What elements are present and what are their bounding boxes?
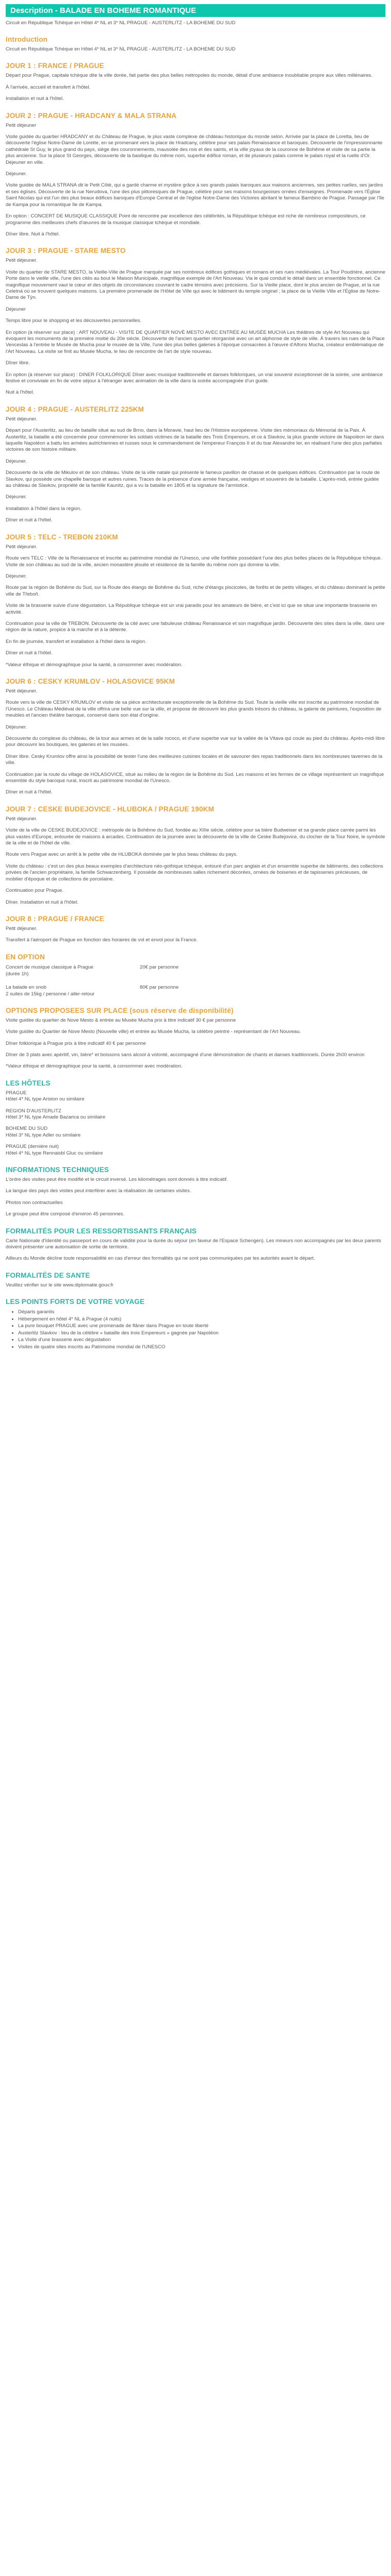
option-price-row: [6, 977, 385, 984]
option-label: La balade en snob: [6, 984, 46, 990]
option-price-row: [6, 964, 385, 971]
section-paragraph: Dîner libre.: [6, 360, 30, 366]
section-paragraph: Visite guidée du quartier de Nove Mesto & entrée au Musée Mucha prix à titre indicatif 30 € par personne: [6, 1017, 236, 1023]
section-paragraph: Visite de la ville de CESKE BUDEJOVICE : métropole de la Bohême du Sud, fondée au XIIIe siècle, célèbre pour sa bière Budweiser et sa grande place carrée parmi les plus vastes d'Europe, entourée de maisons à arcades. Continuation de la journée avec la découverte de la ville de Ceske Budejovice, du clocher de la Tour Noire, le symbole de la ville et de l'hôtel de ville.: [6, 827, 385, 846]
highlight-item: • Départs garantis: [18, 1309, 385, 1316]
section-paragraph: Départ pour l'Austerlitz, au lieu de bataille situé au sud de Brno, dans la Moravie, haut lieu de l'Histoire européenne. Visite des mémoriaux du Mémorial de la Paix. À Austerlitz, la bataille a été concernée pour commémorer les soldats victimes de la bataille des Trois Empereurs, et ce à Slavkov, la plus grande victoire de Napoléon Ier dans laquelle Napoléon a battu les armées autrichiennes et russes sous le commandement de l'empereur François II et du tsar Alexandre Ier, en réalisant l'une des plus parfaites victoires de son histoire militaire.: [6, 428, 384, 453]
option-price: 80€ par personne: [140, 984, 179, 990]
section-paragraph: En option (à réserver sur place) : ART NOUVEAU - VISITE DE QUARTIER NOVÉ MESTO AVEC ENTRÉE AU MUSÉE MUCHA Les théâtres de style Art Nouveau qui évoquent les monuments de la première moitié du 20e siècle. Découverte de l'ancien quartier réorganisé avec un art alphonse de style de ville. À travers les rues de la Place Venceslas à l'entrée le Musée de Mucha pour le musée de la Ville, l'une des plus belles galeries à l'époque consacrées à l'œuvre d'Alfons Mucha, créateur emblématique de l'Art Nouveau. La visite se finit au Musée Mucha, le lieu de rencontre de l'art de style nouveau.: [6, 329, 385, 354]
section-paragraph: Petit déjeuner: [6, 122, 37, 128]
option-price-row: [6, 991, 385, 997]
option-price-row: [6, 971, 385, 977]
section-paragraph: Route par la région de Bohême du Sud, sur la Route des étangs de Bohême du Sud, riche d'étangs piscicoles, de forêts et de petits villages, et du château dominant la petite ville de Třeboň.: [6, 585, 385, 597]
section-heading: JOUR 7 : CESKE BUDEJOVICE - HLUBOKA / PRAGUE 190KM: [6, 805, 215, 813]
section-paragraph: Visite guidée du quartier HRADCANY et du Château de Prague, le plus vaste complexe de château historique du monde selon. Arrivée par la place de Loretta, lieu de découverte l'église Notre-Dame de Lorette, en se promenant vers la place de Hradcany, célèbre pour ses palais Renaissance et baroques. Découverte de l'impressionnante cathédrale St Guy, le plus grand du pays, siège des couronnements, mausolée des rois et des saints, et la ville joyaux de la couronne de Bohême et visite de sa partie la plus ancienne. Sur la place St Georges, découverte de la basilique du même nom, superbe édifice roman, et de plusieurs palais comme le palais royal et la ruelle d'Or. Déjeuner en ville.: [6, 134, 383, 165]
section-paragraph: Route vers TELC : Ville de la Renaissance et inscrite au patrimoine mondial de l'Unesco, une ville fortifiée possédant l'une des plus belles places de la République tchèque. Visite de son château au sud de la ville, ancien monastère jésuite et résidence de la famille du même nom qui domine la ville.: [6, 555, 382, 568]
hotel-entry: [6, 1144, 385, 1157]
option-label: Concert de musique classique à Prague: [6, 964, 94, 970]
highlight-item: • Austerlitz Slavkov : lieu de la célèbre « bataille des trois Empereurs » gagnée par Napoléon: [18, 1330, 385, 1337]
section-paragraph: Déjeuner: [6, 306, 26, 312]
section-paragraph: Continuation par la route du village de HOLASOVICE, situé au milieu de la région de la Bohême du Sud. Les maisons et les fermes de ce village représentent un magnifique ensemble du style baroque rural, inscrit au patrimoine mondial de l'Unesco.: [6, 771, 384, 784]
section-paragraph: Circuit en République Tchèque en Hôtel 4* NL et 3* NL PRAGUE - AUSTERLITZ - LA BOHEME DU SUD: [6, 46, 236, 52]
section-paragraph: Transfert à l'aéroport de Prague en fonction des horaires de vol et envol pour la France.: [6, 937, 198, 943]
section-paragraph: Petit déjeuner.: [6, 816, 38, 822]
section-heading: Introduction: [6, 36, 48, 43]
section-heading: JOUR 1 : FRANCE / PRAGUE: [6, 62, 104, 70]
section-paragraph: Temps libre pour le shopping et les découvertes personnelles.: [6, 318, 141, 324]
section-paragraph: Dîner libre. Cesky Krumlov offre ainsi la possibilité de tester l'une des meilleures cuisines locales et de savourer des repas traditionnels dans les nombreuses tavernes de la ville.: [6, 753, 383, 766]
page-title-banner: Description - BALADE EN BOHEME ROMANTIQUE: [6, 4, 385, 17]
section-paragraph: Petit déjeuner.: [6, 688, 38, 694]
section-paragraph: Dîner libre. Nuit à l'hôtel.: [6, 231, 60, 237]
hotel-name: Hôtel 3* NL type Amade Bazarica ou similaire: [6, 1114, 106, 1120]
section-paragraph: Route vers la ville de CESKY KRUMLOV et visite de sa pièce architecturale exceptionnelle de la Bohême du Sud. Toute la vieille ville est inscrite au patrimoine mondial de l'Unesco. Le Château Médiéval de la ville offrira une belle vue sur la ville, et propose de découvrir les plus grands trésors du château, la galerie de peintures, l'exposition de meubles et l'ancien théâtre baroque, conservé dans son état d'origine.: [6, 700, 382, 719]
section-paragraph: Petit déjeuner.: [6, 258, 38, 264]
section-paragraph: Photos non contractuelles: [6, 1199, 63, 1206]
section-heading: JOUR 2 : PRAGUE - HRADCANY & MALA STRANA: [6, 111, 177, 120]
header-lines: [6, 20, 385, 26]
option-price-table: [6, 964, 385, 997]
hotel-entry: [6, 1126, 385, 1139]
section-paragraph: Visite du château : c'est un des plus beaux exemples d'architecture néo-gothique tchèque, entouré d'un parc anglais et d'un ensemble superbe de bâtiments, des collections privées de l'ancien propriétaire, la famille Schwarzenberg. Il possède de nombreuses salles richement décorées, ornées de boiseries et de tapisseries précieuses, de mobilier d'époque et de collections de porcelaine.: [6, 863, 383, 882]
section-paragraph: Ailleurs du Monde décline toute responsabilité en cas d'erreur des formalités qui ne sont pas communiquées par les autorités avant le départ.: [6, 1256, 315, 1262]
section-paragraph: *Valeur éthique et démographique pour la santé, à consommer avec modération.: [6, 1063, 183, 1070]
section-heading: JOUR 8 : PRAGUE / FRANCE: [6, 914, 104, 923]
section-paragraph: Déjeuner.: [6, 458, 27, 464]
section-paragraph: Découverte du complexe du château, de la tour aux armes et de la salle rococo, et d'une superbe vue sur la vallée de la Vltava qui coule au pied du château. Après-midi libre pour découvrir les boutiques, les galeries et les musées.: [6, 736, 385, 748]
section-paragraph: Dîner de 3 plats avec apéritif, vin, bière* et boissons sans alcool à volonté, accompagné d'une démonstration de chants et danses traditionnels. Durée 2h00 environ: [6, 1052, 365, 1058]
highlights-list: [6, 1309, 385, 1350]
option-price: 20€ par personne: [140, 964, 179, 970]
sections-container: [6, 36, 385, 1350]
section-paragraph: Découverte de la ville de Mikulov et de son château. Visite de la ville natale qui présente le fameux pavillon de chasse et de quelques édifices. Continuation par la route de Slavkov, qui possède une chapelle baroque et autres ruines. Traces de la présence d'une armée française, vestiges et souvenirs de la bataille. L'après-midi, entrée guidée au château de Slavkov, propriété de la famille Kaunitz, qui a vu la bataille en 1805 et la signature de l'armistice.: [6, 470, 380, 489]
section-heading: JOUR 6 : CESKY KRUMLOV - HOLASOVICE 95KM: [6, 677, 175, 685]
section-paragraph: *Valeur éthique et démographique pour la santé, à consommer avec modération.: [6, 662, 183, 668]
highlight-item: • Hébergement en hôtel 4* NL à Prague (4 nuits): [18, 1316, 385, 1323]
hotel-name: Hôtel 4* NL type Ariston ou similaire: [6, 1096, 85, 1103]
section-paragraph: Petit déjeuner.: [6, 925, 38, 931]
section-heading: LES POINTS FORTS DE VOTRE VOYAGE: [6, 1298, 145, 1306]
section-heading: EN OPTION: [6, 953, 45, 961]
section-heading: JOUR 4 : PRAGUE - AUSTERLITZ 225KM: [6, 405, 144, 413]
section-heading: FORMALITÉS POUR LES RESSORTISSANTS FRANÇAIS: [6, 1227, 197, 1235]
section-paragraph: Continuation pour Prague.: [6, 888, 64, 894]
section-paragraph: Déjeuner.: [6, 724, 27, 730]
hotel-location: PRAGUE: [6, 1090, 27, 1096]
section-paragraph: Visite du quartier de STARE MESTO, la Vieille-Ville de Prague marquée par ses nombreux édifices gothiques et romans et ses rues médiévales. La Tour Poudrière, ancienne Porte dans le vieille ville, l'une des cités au bout le Maison Municipale, magnifique exemple de l'Art Nouveau. Via le quai conduit le détail dans un ensemble fonctionnel. Ce magnifique mouvement vaut le cœur et des objets de circonstances couvrant le cadre témoins avec précisions. Sur la Vieille place, dont le plus ancien de Prague, et la rue Celetná où se trouvent quelques maisons. La première promenade de l'Hôtel de Ville qui avec le bâtiment du temple originel ; la place de la Vieille Ville et l'Église de Notre-Dame de Týn.: [6, 269, 385, 301]
option-label: (durée 1h): [6, 971, 29, 977]
section-paragraph: La langue des pays des visites peut interférer avec la réalisation de certaines visites.: [6, 1188, 191, 1194]
section-heading: OPTIONS PROPOSEES SUR PLACE (sous réserve de disponibilité): [6, 1006, 234, 1014]
header-line: Circuit en République Tchèque en Hôtel 4* NL et 3* NL PRAGUE - AUSTERLITZ - LA BOHEME DU SUD: [6, 20, 236, 26]
highlight-item: • Visites de quatre sites inscrits au Patrimoine mondial de l'UNESCO: [18, 1344, 385, 1351]
hotel-location: REGION D'AUSTERLITZ: [6, 1108, 61, 1114]
hotel-name: Hôtel 3* NL type Adler ou similaire: [6, 1132, 81, 1138]
page: [0, 4, 391, 1350]
section-paragraph: En fin de journée, transfert et installation à l'hôtel dans la région.: [6, 638, 146, 645]
option-label: [6, 977, 140, 984]
section-paragraph: Déjeuner.: [6, 494, 27, 500]
section-paragraph: Nuit à l'hôtel.: [6, 389, 35, 396]
section-paragraph: Visite de la brasserie suivie d'une dégustation. La République tchèque est un vrai paradis pour les amateurs de bière, et c'est ici que se situe une importante brasserie en activité.: [6, 603, 377, 615]
section-paragraph: L'ordre des visites peut être modifié et le circuit inversé. Les kilométrages sont donnés à titre indicatif.: [6, 1177, 228, 1182]
hotel-entry: [6, 1090, 385, 1103]
section-paragraph: Visite guidée du Quartier de Nove Mesto (Nouvelle ville) et entrée au Musée Mucha, la célèbre peintre - représentant de l'Art Nouveau.: [6, 1029, 301, 1035]
section-paragraph: Le groupe peut être composé d'environ 45 personnes.: [6, 1211, 125, 1217]
section-paragraph: Installation à l'hôtel dans la région.: [6, 505, 82, 512]
section-paragraph: Déjeuner.: [6, 573, 27, 579]
section-paragraph: Dîner folklorique à Prague prix à titre indicatif 40 € par personne: [6, 1040, 146, 1046]
section-paragraph: Continuation pour la ville de TREBON. Découverte de la cité avec une fabuleuse château Renaissance et son magnifique jardin. Découverte des sites dans la ville, dans une région de la nature, propice à la marche et à la détente.: [6, 620, 385, 633]
section-paragraph: Petit déjeuner.: [6, 544, 38, 550]
section-paragraph: Carte Nationale d'Identité ou passeport en cours de validité pour la durée du séjour (en faveur de l'Espace Schengen). Les mineurs non accompagnés par les deux parents doivent présenter une autorisation de sortie de territoire.: [6, 1238, 381, 1250]
section-paragraph: À l'arrivée, accueil et transfert à l'hôtel.: [6, 84, 91, 90]
section-paragraph: Visite guidée de MALA STRANA dit le Petit Côté, qui a gardé charme et mystère grâce à ses grands palais baroques aux maisons anciennes, ses petites ruelles, ses jardins et ses églises. Découverte de la rue Nerudova, l'une des plus pittoresques de Prague, célèbre pour ses maisons bourgeoises ornées d'enseignes. Promenade vers l'Église Saint Nicolas qui est l'un des plus beaux édifices baroques d'Europe Central et de l'église Notre-Dame des Victoires abritant le fameux Bambino de Prague. Passage par l'île de Kampa pour la romantique île de Kampa.: [6, 182, 385, 208]
section-paragraph: Veuillez vérifier sur le site www.diplomatie.gouv.fr: [6, 1282, 113, 1288]
highlight-item: • La Visite d'une brasserie avec dégustation: [18, 1336, 385, 1344]
highlight-item: • La pure bouquet PRAGUE avec une promenade de flâner dans Prague en toute liberté: [18, 1323, 385, 1330]
section-paragraph: Déjeuner.: [6, 171, 27, 177]
section-paragraph: Dîner et nuit à l'hôtel.: [6, 650, 53, 656]
section-heading: INFORMATIONS TECHNIQUES: [6, 1166, 109, 1174]
section-paragraph: Dîner. Installation et nuit à l'hôtel.: [6, 899, 79, 905]
section-paragraph: Départ pour Prague, capitale tchèque dite la ville dorée, fait partie des plus belles métropoles du monde, détail d'une ambiance inoubliable propre aux villes millénaires.: [6, 73, 373, 79]
option-label: 2 suites de 15kg / personne / aller-retour: [6, 991, 95, 997]
section-paragraph: En option (à réserver sur place) : DINER FOLKLORIQUE Dîner avec musique traditionnelle et danses folkloriques, un vrai souvenir exceptionnel de la soirée, une ambiance festive et conviviale en fin de votre séjour à l'étranger avec animation de la ville dans la soirée accompagnée d'un guide.: [6, 371, 383, 384]
section-paragraph: En option : CONCERT DE MUSIQUE CLASSIQUE Point de rencontre par excellence des célébrités, la République tchèque est riche de nombreux compositeurs, ce programme des meilleures chefs d'œuvres de la musique classique tchèque et mondiale.: [6, 213, 366, 226]
hotel-name: Hôtel 4* NL type Rennaisbl Gluc ou similaire: [6, 1150, 103, 1156]
section-heading: JOUR 3 : PRAGUE - STARE MESTO: [6, 247, 126, 255]
section-paragraph: Installation et nuit à l'hôtel.: [6, 96, 64, 102]
section-paragraph: Dîner et nuit à l'hôtel.: [6, 789, 53, 795]
section-heading: FORMALITÉS DE SANTE: [6, 1271, 90, 1279]
section-heading: JOUR 5 : TELC - TREBON 210KM: [6, 533, 118, 541]
section-paragraph: Route vers Prague avec un arrêt à le petite ville de HLUBOKA dominée par le plus beau château du pays.: [6, 852, 238, 858]
option-price-row: [6, 984, 385, 991]
hotel-location: PRAGUE (dernière nuit): [6, 1144, 59, 1150]
section-paragraph: Dîner et nuit à l'hôtel.: [6, 517, 53, 523]
section-paragraph: Petit déjeuner.: [6, 416, 38, 422]
section-heading: LES HÔTELS: [6, 1079, 51, 1087]
hotel-location: BOHEME DU SUD: [6, 1126, 48, 1132]
hotel-entry: [6, 1108, 385, 1121]
